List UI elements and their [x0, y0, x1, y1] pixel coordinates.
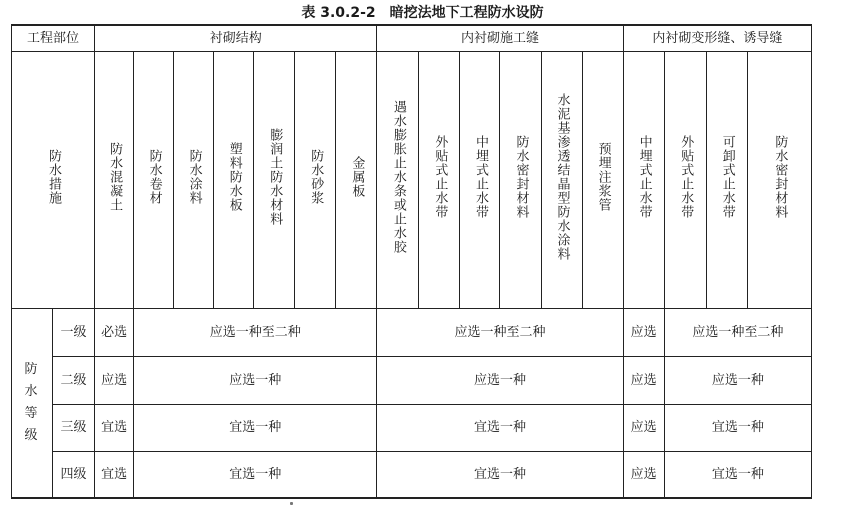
measure-cell [254, 51, 295, 308]
measure-cell [419, 51, 460, 308]
measure-label: 水泥基渗透结晶型防水涂料 [554, 93, 570, 261]
measure-label: 防水卷材 [146, 149, 162, 205]
measure-label: 防水混凝土 [107, 142, 123, 212]
measure-label: 防水砂浆 [308, 149, 324, 205]
deform-main-cell: 应选 [623, 308, 664, 356]
table-title: 表 3.0.2-2 暗挖法地下工程防水设防 [301, 5, 544, 21]
header-group-lining: 衬砌结构 [95, 25, 377, 51]
measure-label: 中埋式止水带 [472, 135, 488, 219]
measure-label: 塑料防水板 [226, 142, 242, 212]
waterproof-table [11, 24, 812, 499]
level-cell: 三级 [53, 404, 95, 451]
concrete-cell: 应选 [95, 356, 134, 404]
measures-label: 防水措施 [46, 149, 62, 205]
measure-cell [134, 51, 174, 308]
measure-cell [336, 51, 377, 308]
measure-cell [500, 51, 541, 308]
header-group-construction-joint: 内衬砌施工缝 [377, 25, 623, 51]
grade-label: 防水等级 [24, 361, 40, 443]
measure-label: 防水涂料 [186, 149, 202, 205]
concrete-cell: 宜选 [95, 404, 134, 451]
joint-cell: 应选一种至二种 [377, 308, 623, 356]
measure-cell [706, 51, 747, 308]
measure-cell [295, 51, 336, 308]
header-measures [12, 51, 95, 308]
measure-label: 预埋注浆管 [595, 142, 611, 212]
lining-cell: 宜选一种 [134, 404, 377, 451]
lining-cell: 宜选一种 [134, 451, 377, 498]
concrete-cell: 宜选 [95, 451, 134, 498]
measure-cell [214, 51, 254, 308]
lining-cell: 应选一种 [134, 356, 377, 404]
measure-cell [541, 51, 582, 308]
deform-main-cell: 应选 [623, 404, 664, 451]
joint-cell: 宜选一种 [377, 404, 623, 451]
measure-cell [174, 51, 214, 308]
measure-cell [95, 51, 134, 308]
measure-cell [582, 51, 623, 308]
measure-label: 可卸式止水带 [719, 135, 735, 219]
measure-cell [623, 51, 664, 308]
deform-rest-cell: 宜选一种 [664, 404, 811, 451]
joint-cell: 应选一种 [377, 356, 623, 404]
measure-label: 膨润土防水材料 [267, 128, 283, 226]
level-cell: 一级 [53, 308, 95, 356]
grade-label-cell [12, 308, 53, 498]
measure-cell [377, 51, 419, 308]
deform-main-cell: 应选 [623, 451, 664, 498]
level-cell: 二级 [53, 356, 95, 404]
header-part: 工程部位 [12, 25, 95, 51]
lining-cell: 应选一种至二种 [134, 308, 377, 356]
header-group-deformation-joint: 内衬砌变形缝、诱导缝 [623, 25, 811, 51]
measure-label: 遇水膨胀止水条或止水胶 [390, 100, 406, 254]
deform-rest-cell: 应选一种 [664, 356, 811, 404]
deform-rest-cell: 宜选一种 [664, 451, 811, 498]
measure-label: 防水密封材料 [772, 135, 788, 219]
deform-rest-cell: 应选一种至二种 [664, 308, 811, 356]
measure-label: 外贴式止水带 [678, 135, 694, 219]
measure-cell [664, 51, 706, 308]
measure-label: 防水密封材料 [513, 135, 529, 219]
measure-label: 金属板 [349, 156, 365, 198]
concrete-cell: 必选 [95, 308, 134, 356]
scan-speck [290, 502, 293, 505]
measure-label: 中埋式止水带 [636, 135, 652, 219]
joint-cell: 宜选一种 [377, 451, 623, 498]
level-cell: 四级 [53, 451, 95, 498]
deform-main-cell: 应选 [623, 356, 664, 404]
measure-cell [747, 51, 811, 308]
measure-cell [460, 51, 500, 308]
measure-label: 外贴式止水带 [432, 135, 448, 219]
